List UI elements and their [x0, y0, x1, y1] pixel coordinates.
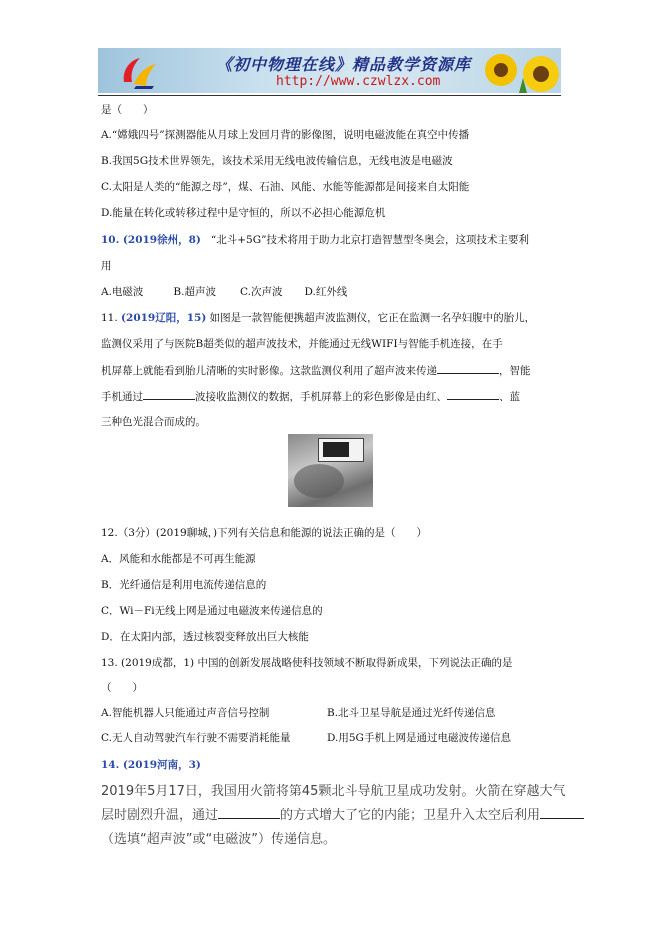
answer-blank[interactable] [218, 806, 280, 819]
question-11 [101, 311, 535, 325]
question-14-line-3: （选填“超声波”或“电磁波”）传递信息。 [101, 832, 336, 847]
question-13-stem: 13. (2019成都，1) 中国的创新发展战略使科技领域不断取得新成果，下列说法正确的是 [101, 657, 513, 669]
option-a: A．风能和水能都是不可再生能源 [101, 553, 256, 565]
header-rule [98, 95, 561, 96]
answer-blank[interactable] [437, 363, 499, 374]
question-13-options-ab [101, 706, 496, 720]
monitor-screen [323, 442, 349, 457]
option-d: D.用5G手机上网是通过电磁波传递信息 [327, 732, 511, 744]
banner-title: 《初中物理在线》精品教学资源库 [216, 55, 472, 74]
option-a: A.电磁波 [101, 286, 144, 298]
question-11-line-3a: 机屏幕上就能看到胎儿清晰的实时影像。这款监测仪利用了超声波来传递 [101, 365, 437, 377]
question-11-line-4a: 手机通过 [101, 391, 143, 403]
question-11-line-5: 三种色光混合而成的。 [101, 416, 206, 428]
option-c: C.次声波 [239, 286, 283, 298]
answer-blank[interactable] [447, 389, 499, 400]
question-11-source: (2019辽阳，15) [121, 312, 207, 324]
question-11-line-4 [101, 389, 520, 404]
option-a: A.智能机器人只能通过声音信号控制 [101, 707, 270, 719]
option-c: C．Wi－Fi无线上网是通过电磁波来传递信息的 [101, 605, 323, 617]
question-12-stem: 12.（3分）(2019聊城，)下列有关信息和能源的说法正确的是（ ） [101, 527, 428, 539]
answer-blank[interactable] [540, 806, 584, 819]
question-11-line-2: 监测仪采用了与医院B超类似的超声波技术，并能通过无线WIFI与智能手机连接，在手 [101, 338, 503, 350]
option-d: D．在太阳内部，透过核裂变释放出巨大核能 [101, 631, 309, 643]
question-11-line-3 [101, 363, 531, 378]
question-14-line-2b: 的方式增大了它的内能；卫星升入太空后利用 [280, 808, 541, 823]
option-b: B.北斗卫星导航是通过光纤传递信息 [327, 707, 496, 719]
question-11-line-1: 如图是一款智能便携超声波监测仪，它正在监测一名孕妇腹中的胎儿， [209, 312, 536, 324]
question-10-options [101, 285, 347, 299]
banner-url: http://www.czwlzx.com [276, 74, 441, 89]
question-14-line-1: 2019年5月17日，我国用火箭将第45颗北斗导航卫星成功发射。火箭在穿越大气 [101, 784, 566, 799]
question-14-line-2 [101, 804, 584, 823]
sunflower-icon [471, 48, 561, 93]
question-10-source: 10. (2019徐州，8) [101, 234, 201, 246]
question-13-options-cd [101, 731, 511, 745]
question-11-number: 11. [101, 312, 118, 324]
question-10-stem: “北斗+5G”技术将用于助力北京打造智慧型冬奥会，这项技术主要利 [210, 234, 529, 246]
question-10 [101, 233, 529, 247]
logo-icon [116, 52, 160, 90]
option-b: B.我国5G技术世界领先，该技术采用无线电波传输信息，无线电波是电磁波 [101, 155, 453, 167]
question-11-line-3b: ，智能 [499, 365, 531, 377]
ultrasound-monitor-photo [288, 434, 373, 507]
option-c: C.无人自动驾驶汽车行驶不需要消耗能量 [101, 732, 291, 744]
header-banner [98, 48, 561, 93]
question-11-line-4b: 波接收监测仪的数据，手机屏幕上的彩色影像是由红、 [195, 391, 447, 403]
option-a: A.“嫦娥四号”探测器能从月球上发回月背的影像图，说明电磁波能在真空中传播 [101, 129, 470, 141]
question-14-line-2a: 层时剧烈升温，通过 [101, 808, 219, 823]
question-13-stem-2: （ ） [101, 682, 143, 694]
question-10-stem-2: 用 [101, 260, 112, 272]
belly-shape [294, 464, 344, 498]
monitor-device [318, 438, 364, 462]
question-11-line-4c: 、蓝 [499, 391, 520, 403]
option-c: C.太阳是人类的“能源之母”，煤、石油、风能、水能等能源都是间接来自太阳能 [101, 181, 470, 193]
question-14-source: 14. (2019河南，3) [101, 759, 201, 771]
option-d: D.能量在转化或转移过程中是守恒的，所以不必担心能源危机 [101, 207, 386, 219]
option-b: B.超声波 [173, 286, 216, 298]
answer-blank[interactable] [143, 389, 195, 400]
question-stem-tail: 是（ ） [101, 104, 154, 116]
option-b: B．光纤通信是利用电流传递信息的 [101, 579, 267, 591]
option-d: D.红外线 [304, 286, 348, 298]
